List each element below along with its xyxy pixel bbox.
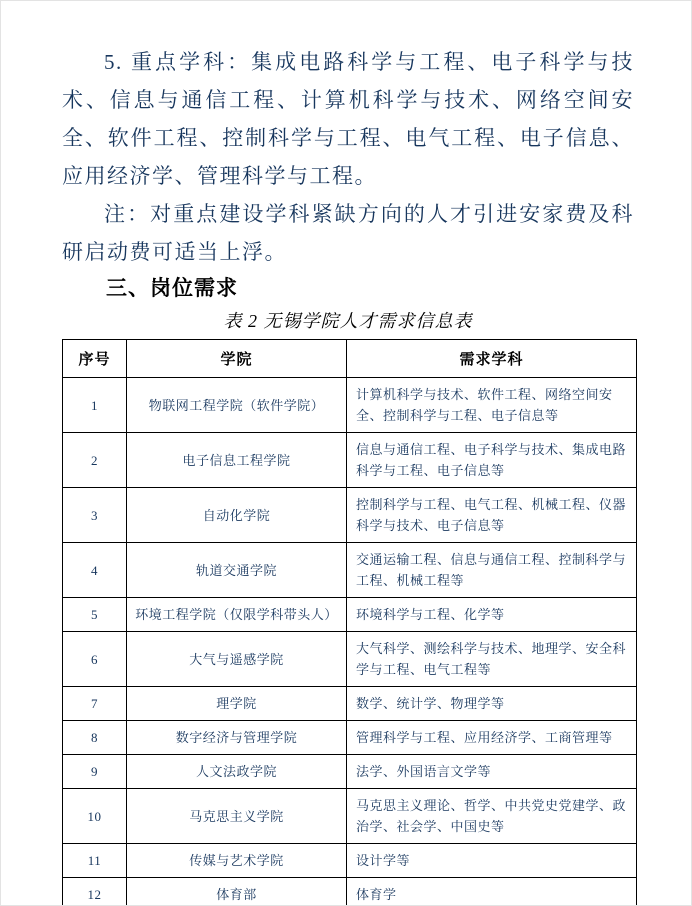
table-row [63,433,637,488]
table-row [63,878,637,906]
table-row [63,543,637,598]
row-number-cell: 12 [63,878,127,906]
college-cell: 马克思主义学院 [127,789,347,844]
disciplines-cell: 计算机科学与技术、软件工程、网络空间安全、控制科学与工程、电子信息等 [347,378,637,433]
college-cell: 物联网工程学院（软件学院） [127,378,347,433]
col-header-disciplines: 需求学科 [347,340,637,378]
college-cell: 电子信息工程学院 [127,433,347,488]
row-number-cell: 10 [63,789,127,844]
table-row [63,789,637,844]
row-number-cell: 4 [63,543,127,598]
disciplines-cell: 控制科学与工程、电气工程、机械工程、仪器科学与技术、电子信息等 [347,488,637,543]
disciplines-cell: 设计学等 [347,844,637,878]
table-row [63,378,637,433]
college-cell: 轨道交通学院 [127,543,347,598]
row-number-cell: 9 [63,755,127,789]
row-number-cell: 11 [63,844,127,878]
college-cell: 数字经济与管理学院 [127,721,347,755]
row-number-cell: 5 [63,598,127,632]
document-content [1,1,691,906]
disciplines-cell: 管理科学与工程、应用经济学、工商管理等 [347,721,637,755]
table-row [63,488,637,543]
table-row [63,632,637,687]
row-number-cell: 7 [63,687,127,721]
row-number-cell: 2 [63,433,127,488]
table-header-row [63,340,637,378]
disciplines-cell: 大气科学、测绘科学与技术、地理学、安全科学与工程、电气工程等 [347,632,637,687]
disciplines-cell: 体育学 [347,878,637,906]
disciplines-cell: 数学、统计学、物理学等 [347,687,637,721]
disciplines-cell: 法学、外国语言文学等 [347,755,637,789]
table-caption: 表 2 无锡学院人才需求信息表 [223,311,473,331]
table-row [63,721,637,755]
college-cell: 环境工程学院（仅限学科带头人） [127,598,347,632]
disciplines-cell: 环境科学与工程、化学等 [347,598,637,632]
paragraph-key-disciplines: 5. 重点学科：集成电路科学与工程、电子科学与技术、信息与通信工程、计算机科学与技术、网络空间安全、软件工程、控制科学与工程、电气工程、电子信息、应用经济学、管理科学与工程。 [62,50,634,188]
row-number-cell: 1 [63,378,127,433]
paragraph-note: 注：对重点建设学科紧缺方向的人才引进安家费及科研启动费可适当上浮。 [62,202,634,264]
row-number-cell: 8 [63,721,127,755]
col-header-index: 序号 [63,340,127,378]
college-cell: 大气与遥感学院 [127,632,347,687]
college-cell: 人文法政学院 [127,755,347,789]
section-heading: 三、岗位需求 [106,277,238,300]
table-row [63,687,637,721]
row-number-cell: 6 [63,632,127,687]
table-row [63,755,637,789]
college-cell: 自动化学院 [127,488,347,543]
talent-demand-table [62,339,637,906]
disciplines-cell: 马克思主义理论、哲学、中共党史党建学、政治学、社会学、中国史等 [347,789,637,844]
disciplines-cell: 信息与通信工程、电子科学与技术、集成电路科学与工程、电子信息等 [347,433,637,488]
row-number-cell: 3 [63,488,127,543]
table-row [63,598,637,632]
disciplines-cell: 交通运输工程、信息与通信工程、控制科学与工程、机械工程等 [347,543,637,598]
college-cell: 理学院 [127,687,347,721]
table-row [63,844,637,878]
col-header-college: 学院 [127,340,347,378]
table-body [63,378,637,906]
college-cell: 传媒与艺术学院 [127,844,347,878]
college-cell: 体育部 [127,878,347,906]
